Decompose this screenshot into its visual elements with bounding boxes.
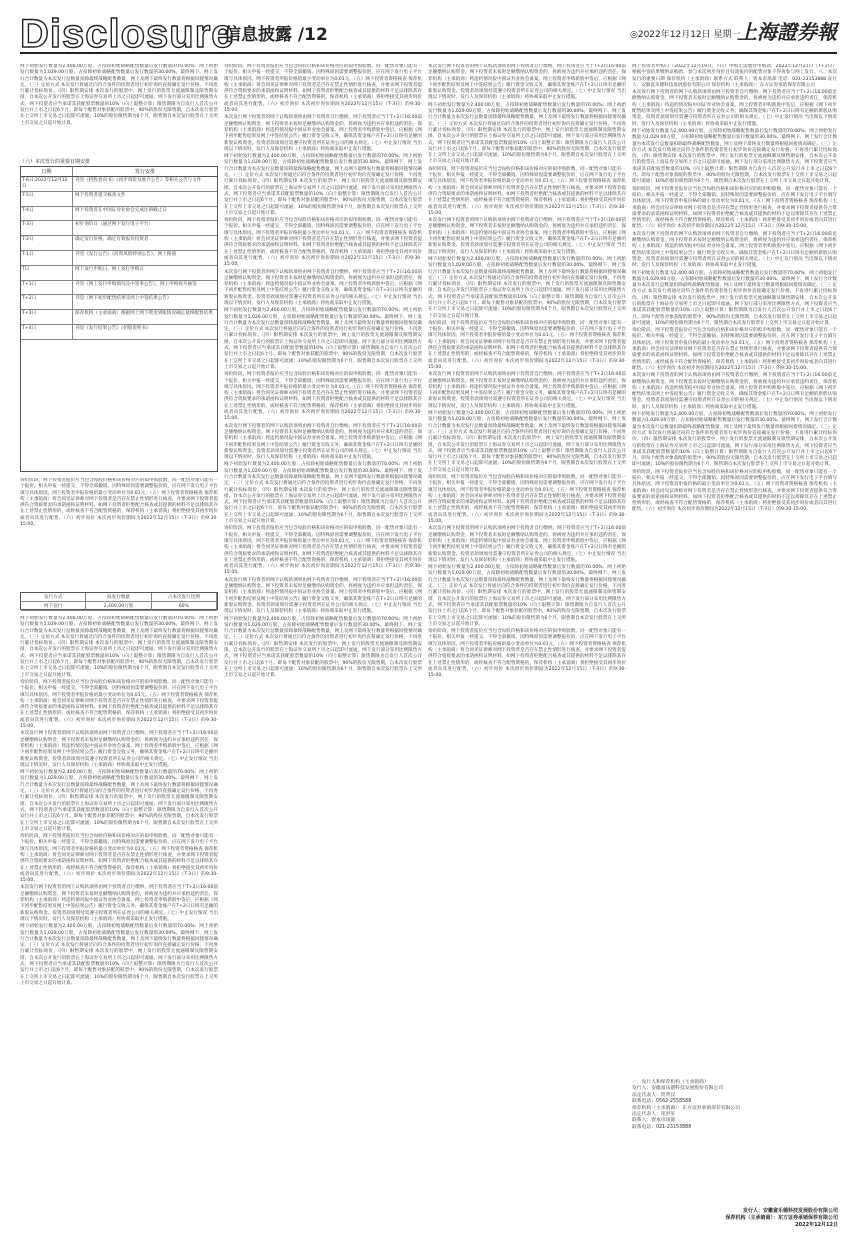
schedule-date-cell: T-4日 <box>21 207 73 221</box>
schedule-table <box>20 166 218 472</box>
schedule-row <box>21 221 217 236</box>
article-text: 询价阶段，网下投资者报价应当包含每股价格和该价格对应的拟申购股数，同一配售对象只能有一个报价。相关申报一经提交，不得全部撤销。因特殊原因需要调整报价的，应在网下发行电子平台填写具体原因。网下投资者申报价格的最小变动单位为0.01元。（五）网下投资者资格核查 保荐机构（主承销商）将会同见证律师对网下投资者是否存在禁止性情形进行核查，并要求网下投资者提供符合资质要求的承诺函和证明材料。如网下投资者拒绝配合核查或其提供的材料不足以排除其存在上述禁止性情形的，或经核查不符合配售资格的，保荐机构（主承销商）将拒绝接受其初步询价或者向其进行配售。（六）初步询价 本次初步询价期间为2022年12月15日（T-3日）的9:30-15:00。 <box>632 186 837 230</box>
schedule-row <box>21 325 217 340</box>
schedule-table-header <box>21 167 217 177</box>
contact-block <box>632 1080 837 1180</box>
contact-line: 法定代表人：贺贤汉 <box>632 1092 676 1098</box>
section-wordmark: Disclosure <box>20 12 235 56</box>
article-text: 本次发行网下投资者的网下认购款项将由网下投资者自行缴纳，网下投资者应当于T+2日16:00前足额缴纳认购资金。网下投资者未按时足额缴纳认购资金的，将被视为违约并应承担违约责任，保荐机构（主承销商）将违约情况报中国证券业协会备案。网上投资者申购新股中签后，应根据《网下初步配售结果及网上中签结果公告》履行资金交收义务，确保其资金账户在T+2日日终有足额的新股认购资金。投资者款项划付需遵守投资者所在证券公司的相关规定。（七）中止发行情况 当出现以下情况时，发行人及保荐机构（主承销商）将协商采取中止发行措施。 <box>20 885 218 922</box>
article-text: 本次发行网下投资者的网下认购款项将由网下投资者自行缴纳，网下投资者应当于T+2日16:00前足额缴纳认购资金。网下投资者未按时足额缴纳认购资金的，将被视为违约并应承担违约责任，保荐机构（主承销商）将违约情况报中国证券业协会备案。网上投资者申购新股中签后，应根据《网下初步配售结果及网上中签结果公告》履行资金交收义务，确保其资金账户在T+2日日终有足额的新股认购资金。投资者款项划付需遵守投资者所在证券公司的相关规定。（七）中止发行情况 当出现以下情况时，发行人及保荐机构（主承销商）将协商采取中止发行措施。 <box>428 372 626 409</box>
article-text: 询价阶段，网下投资者报价应当包含每股价格和该价格对应的拟申购股数，同一配售对象只能有一个报价。相关申报一经提交，不得全部撤销。因特殊原因需要调整报价的，应在网下发行电子平台填写具体原因。网下投资者申报价格的最小变动单位为0.01元。（五）网下投资者资格核查 保荐机构（主承销商）将会同见证律师对网下投资者是否存在禁止性情形进行核查，并要求网下投资者提供符合资质要求的承诺函和证明材料。如网下投资者拒绝配合核查或其提供的材料不足以排除其存在上述禁止性情形的，或经核查不符合配售资格的，保荐机构（主承销商）将拒绝接受其初步询价或者向其进行配售。（六）初步询价 本次初步询价期间为2022年12月15日（T-3日）的9:30-15:00。 <box>224 64 422 114</box>
schedule-row <box>21 310 217 325</box>
article-text: 询价阶段，网下投资者报价应当包含每股价格和该价格对应的拟申购股数，同一配售对象只能有一个报价。相关申报一经提交，不得全部撤销。因特殊原因需要调整报价的，应在网下发行电子平台填写具体原因。网下投资者申报价格的最小变动单位为0.01元。（五）网下投资者资格核查 保荐机构（主承销商）将会同见证律师对网下投资者是否存在禁止性情形进行核查，并要求网下投资者提供符合资质要求的承诺函和证明材料。如网下投资者拒绝配合核查或其提供的材料不足以排除其存在上述禁止性情形的，或经核查不符合配售资格的，保荐机构（主承销商）将拒绝接受其初步询价或者向其进行配售。（六）初步询价 本次初步询价期间为2022年12月15日（T-3日）的9:30-15:00。 <box>20 679 218 730</box>
article-text: 本次发行网下投资者的网下认购款项将由网下投资者自行缴纳，网下投资者应当于T+2日16:00前足额缴纳认购资金。网下投资者未按时足额缴纳认购资金的，将被视为违约并应承担违约责任，保荐机构（主承销商）将违约情况报中国证券业协会备案。网上投资者申购新股中签后，应根据《网下初步配售结果及网上中签结果公告》履行资金交收义务，确保其资金账户在T+2日日终有足额的新股认购资金。投资者款项划付需遵守投资者所在证券公司的相关规定。（七）中止发行情况 当出现以下情况时，发行人及保荐机构（主承销商）将协商采取中止发行措施。 <box>428 526 626 563</box>
schedule-date-cell: T-1日 <box>21 251 73 265</box>
article-text: 网下初始发行数量为2,400.00万股，占扣除初始战略配售数量后发行数量的70.00%；网上初始发行数量为1,029.00万股，占扣除初始战略配售数量后发行数量的30.00%。最终网下、网上发行合计数量为本次发行总数量扣除最终战略配售数量，网上及网下最终发行数量将根据回拨情况确定。（三）定价方式 本次发行将通过向符合条件的投资者进行初步询价直接确定发行价格，不再进行累计投标询价。（四）限售期安排 本次发行的股票中，网上发行的股票无流通限制及限售期安排，自本次公开发行的股票在上海证券交易所上市之日起即可流通。网下发行部分采用比例限售方式，网下投资者应当承诺其获配股票数量的10%（向上取整计算）限售期限为自发行人首次公开发行并上市之日起6个月。即每个配售对象获配的股票中，90%的股份无限售期，自本次发行股票在上交所上市交易之日起即可流通；10%的股份限售期为6个月，限售期自本次发行股票在上交所上市交易之日起开始计算。 <box>224 616 422 679</box>
article-text: 本次发行网下投资者的网下认购款项将由网下投资者自行缴纳，网下投资者应当于T+2日16:00前足额缴纳认购资金。网下投资者未按时足额缴纳认购资金的，将被视为违约并应承担违约责任，保荐机构（主承销商）将违约情况报中国证券业协会备案。网上投资者申购新股中签后，应根据《网下初步配售结果及网上中签结果公告》履行资金交收义务，确保其资金账户在T+2日日终有足额的新股认购资金。投资者款项划付需遵守投资者所在证券公司的相关规定。（七）中止发行情况 当出现以下情况时，发行人及保荐机构（主承销商）将协商采取中止发行措施。 <box>224 577 422 615</box>
article-text: 本次发行网下投资者的网下认购款项将由网下投资者自行缴纳，网下投资者应当于T+2日16:00前足额缴纳认购资金。网下投资者未按时足额缴纳认购资金的，将被视为违约并应承担违约责任，保荐机构（主承销商）将违约情况报中国证券业协会备案。网上投资者申购新股中签后，应根据《网下初步配售结果及网上中签结果公告》履行资金交收义务，确保其资金账户在T+2日日终有足额的新股认购资金。投资者款项划付需遵守投资者所在证券公司的相关规定。（七）中止发行情况 当出现以下情况时，发行人及保荐机构（主承销商）将协商采取中止发行措施。 <box>632 231 837 269</box>
article-text: 网下初始发行数量为2,400.00万股，占扣除初始战略配售数量后发行数量的70.00%；网上初始发行数量为1,029.00万股，占扣除初始战略配售数量后发行数量的30.00%。最终网下、网上发行合计数量为本次发行总数量扣除最终战略配售数量，网上及网下最终发行数量将根据回拨情况确定。（三）定价方式 本次发行将通过向符合条件的投资者进行初步询价直接确定发行价格，不再进行累计投标询价。（四）限售期安排 本次发行的股票中，网上发行的股票无流通限制及限售期安排，自本次公开发行的股票在上海证券交易所上市之日起即可流通。网下发行部分采用比例限售方式，网下投资者应当承诺其获配股票数量的10%（向上取整计算）限售期限为自发行人首次公开发行并上市之日起6个月。即每个配售对象获配的股票中，90%的股份无限售期，自本次发行股票在上交所上市交易之日起即可流通；10%的股份限售期为6个月，限售期自本次发行股票在上交所上市交易之日起开始计算。 <box>632 128 837 185</box>
article-text: 询价阶段，网下投资者报价应当包含每股价格和该价格对应的拟申购股数，同一配售对象只能有一个报价。相关申报一经提交，不得全部撤销。因特殊原因需要调整报价的，应在网下发行电子平台填写具体原因。网下投资者申报价格的最小变动单位为0.01元。（五）网下投资者资格核查 保荐机构（主承销商）将会同见证律师对网下投资者是否存在禁止性情形进行核查，并要求网下投资者提供符合资质要求的承诺函和证明材料。如网下投资者拒绝配合核查或其提供的材料不足以排除其存在上述禁止性情形的，或经核查不符合配售资格的，保荐机构（主承销商）将拒绝接受其初步询价或者向其进行配售。（六）初步询价 本次初步询价期间为2022年12月15日（T-3日）的9:30-15:00。 <box>20 478 218 528</box>
article-text: 网下初始发行数量为2,400.00万股，占扣除初始战略配售数量后发行数量的70.00%；网上初始发行数量为1,029.00万股，占扣除初始战略配售数量后发行数量的30.00%。最终网下、网上发行合计数量为本次发行总数量扣除最终战略配售数量，网上及网下最终发行数量将根据回拨情况确定。（三）定价方式 本次发行将通过向符合条件的投资者进行初步询价直接确定发行价格，不再进行累计投标询价。（四）限售期安排 本次发行的股票中，网上发行的股票无流通限制及限售期安排，自本次公开发行的股票在上海证券交易所上市之日起即可流通。网下发行部分采用比例限售方式，网下投资者应当承诺其获配股票数量的10%（向上取整计算）限售期限为自发行人首次公开发行并上市之日起6个月。即每个配售对象获配的股票中，90%的股份无限售期，自本次发行股票在上交所上市交易之日起即可流通；10%的股份限售期为6个月，限售期自本次发行股票在上交所上市交易之日起开始计算。 <box>428 256 626 319</box>
article-text: 询价阶段，网下投资者报价应当包含每股价格和该价格对应的拟申购股数，同一配售对象只能有一个报价。相关申报一经提交，不得全部撤销。因特殊原因需要调整报价的，应在网下发行电子平台填写具体原因。网下投资者申报价格的最小变动单位为0.01元。（五）网下投资者资格核查 保荐机构（主承销商）将会同见证律师对网下投资者是否存在禁止性情形进行核查，并要求网下投资者提供符合资质要求的承诺函和证明材料。如网下投资者拒绝配合核查或其提供的材料不足以排除其存在上述禁止性情形的，或经核查不符合配售资格的，保荐机构（主承销商）将拒绝接受其初步询价或者向其进行配售。（六）初步询价 本次初步询价期间为2022年12月15日（T-3日）的9:30-15:00。 <box>224 526 422 576</box>
schedule-date-cell: T-5日 <box>21 192 73 206</box>
article-text: 网下初始发行数量为2,400.00万股，占扣除初始战略配售数量后发行数量的70.00%；网上初始发行数量为1,029.00万股，占扣除初始战略配售数量后发行数量的30.00%。最终网下、网上发行合计数量为本次发行总数量扣除最终战略配售数量，网上及网下最终发行数量将根据回拨情况确定。（三）定价方式 本次发行将通过向符合条件的投资者进行初步询价直接确定发行价格，不再进行累计投标询价。（四）限售期安排 本次发行的股票中，网上发行的股票无流通限制及限售期安排，自本次公开发行的股票在上海证券交易所上市之日起即可流通。网下发行部分采用比例限售方式，网下投资者应当承诺其获配股票数量的10%（向上取整计算）限售期限为自发行人首次公开发行并上市之日起6个月。即每个配售对象获配的股票中，90%的股份无限售期，自本次发行股票在上交所上市交易之日起即可流通；10%的股份限售期为6个月，限售期自本次发行股票在上交所上市交易之日起开始计算。 <box>632 270 837 326</box>
article-text: 网下初始发行数量为2,400.00万股，占扣除初始战略配售数量后发行数量的70.00%；网上初始发行数量为1,029.00万股，占扣除初始战略配售数量后发行数量的30.00%。最终网下、网上发行合计数量为本次发行总数量扣除最终战略配售数量，网上及网下最终发行数量将根据回拨情况确定。（三）定价方式 本次发行将通过向符合条件的投资者进行初步询价直接确定发行价格，不再进行累计投标询价。（四）限售期安排 本次发行的股票中，网上发行的股票无流通限制及限售期安排，自本次公开发行的股票在上海证券交易所上市之日起即可流通。网下发行部分采用比例限售方式，网下投资者应当承诺其获配股票数量的10%（向上取整计算）限售期限为自发行人首次公开发行并上市之日起6个月。即每个配售对象获配的股票中，90%的股份无限售期，自本次发行股票在上交所上市交易之日起即可流通；10%的股份限售期为6个月，限售期自本次发行股票在上交所上市交易之日起开始计算。 <box>224 154 422 216</box>
article-text: 网下初始发行数量为2,400.00万股，占扣除初始战略配售数量后发行数量的70.00%；网上初始发行数量为1,029.00万股，占扣除初始战略配售数量后发行数量的30.00%。最终网下、网上发行合计数量为本次发行总数量扣除最终战略配售数量，网上及网下最终发行数量将根据回拨情况确定。（三）定价方式 本次发行将通过向符合条件的投资者进行初步询价直接确定发行价格，不再进行累计投标询价。（四）限售期安排 本次发行的股票中，网上发行的股票无流通限制及限售期安排，自本次公开发行的股票在上海证券交易所上市之日起即可流通。网下发行部分采用比例限售方式，网下投资者应当承诺其获配股票数量的10%（向上取整计算）限售期限为自发行人首次公开发行并上市之日起6个月。即每个配售对象获配的股票中，90%的股份无限售期，自本次发行股票在上交所上市交易之日起即可流通；10%的股份限售期为6个月，限售期自本次发行股票在上交所上市交易之日起开始计算。 <box>20 770 218 832</box>
schedule-arrangement-cell: 刊登《发行结果公告》《招股说明书》 <box>75 325 151 331</box>
article-text: 网下初始发行数量为2,400.00万股，占扣除初始战略配售数量后发行数量的70.00%；网上初始发行数量为1,029.00万股，占扣除初始战略配售数量后发行数量的30.00%。最终网下、网上发行合计数量为本次发行总数量扣除最终战略配售数量，网上及网下最终发行数量将根据回拨情况确定。（三）定价方式 本次发行将通过向符合条件的投资者进行初步询价直接确定发行价格，不再进行累计投标询价。（四）限售期安排 本次发行的股票中，网上发行的股票无流通限制及限售期安排，自本次公开发行的股票在上海证券交易所上市之日起即可流通。网下发行部分采用比例限售方式，网下投资者应当承诺其获配股票数量的10%（向上取整计算）限售期限为自发行人首次公开发行并上市之日起6个月。即每个配售对象获配的股票中，90%的股份无限售期，自本次发行股票在上交所上市交易之日起即可流通；10%的股份限售期为6个月，限售期自本次发行股票在上交所上市交易之日起开始计算。 <box>632 412 837 468</box>
cell: 60% <box>152 602 217 610</box>
article-text: 本次发行网下投资者的网下认购款项将由网下投资者自行缴纳，网下投资者应当于T+2日16:00前足额缴纳认购资金。网下投资者未按时足额缴纳认购资金的，将被视为违约并应承担违约责任，保荐机构（主承销商）将违约情况报中国证券业协会备案。网上投资者申购新股中签后，应根据《网下初步配售结果及网上中签结果公告》履行资金交收义务，确保其资金账户在T+2日日终有足额的新股认购资金。投资者款项划付需遵守投资者所在证券公司的相关规定。（七）中止发行情况 当出现以下情况时，发行人及保荐机构（主承销商）将协商采取中止发行措施。 <box>20 731 218 768</box>
article-text: 网下初始发行数量为2,400.00万股，占扣除初始战略配售数量后发行数量的70.00%；网上初始发行数量为1,029.00万股，占扣除初始战略配售数量后发行数量的30.00%。最终网下、网上发行合计数量为本次发行总数量扣除最终战略配售数量，网上及网下最终发行数量将根据回拨情况确定。（三）定价方式 本次发行将通过向符合条件的投资者进行初步询价直接确定发行价格，不再进行累计投标询价。（四）限售期安排 本次发行的股票中，网上发行的股票无流通限制及限售期安排，自本次公开发行的股票在上海证券交易所上市之日起即可流通。网下发行部分采用比例限售方式，网下投资者应当承诺其获配股票数量的10%（向上取整计算）限售期限为自发行人首次公开发行并上市之日起6个月。即每个配售对象获配的股票中，90%的股份无限售期，自本次发行股票在上交所上市交易之日起即可流通；10%的股份限售期为6个月，限售期自本次发行股票在上交所上市交易之日起开始计算。 <box>20 64 218 126</box>
column-3 <box>428 64 626 1242</box>
signature-issuer: 发行人：安徽富乐德科技发展股份有限公司 <box>742 1208 838 1214</box>
article-text: 网下初始发行数量为2,400.00万股，占扣除初始战略配售数量后发行数量的70.00%；网上初始发行数量为1,029.00万股，占扣除初始战略配售数量后发行数量的30.00%。最终网下、网上发行合计数量为本次发行总数量扣除最终战略配售数量，网上及网下最终发行数量将根据回拨情况确定。（三）定价方式 本次发行将通过向符合条件的投资者进行初步询价直接确定发行价格，不再进行累计投标询价。（四）限售期安排 本次发行的股票中，网上发行的股票无流通限制及限售期安排，自本次公开发行的股票在上海证券交易所上市之日起即可流通。网下发行部分采用比例限售方式，网下投资者应当承诺其获配股票数量的10%（向上取整计算）限售期限为自发行人首次公开发行并上市之日起6个月。即每个配售对象获配的股票中，90%的股份无限售期，自本次发行股票在上交所上市交易之日起即可流通；10%的股份限售期为6个月，限售期自本次发行股票在上交所上市交易之日起开始计算。 <box>428 565 626 627</box>
schedule-row <box>21 281 217 296</box>
schedule-date-cell: T+2日 <box>21 295 73 309</box>
article-text: 询价阶段，网下投资者报价应当包含每股价格和该价格对应的拟申购股数，同一配售对象只能有一个报价。相关申报一经提交，不得全部撤销。因特殊原因需要调整报价的，应在网下发行电子平台填写具体原因。网下投资者申报价格的最小变动单位为0.01元。（五）网下投资者资格核查 保荐机构（主承销商）将会同见证律师对网下投资者是否存在禁止性情形进行核查，并要求网下投资者提供符合资质要求的承诺函和证明材料。如网下投资者拒绝配合核查或其提供的材料不足以排除其存在上述禁止性情形的，或经核查不符合配售资格的，保荐机构（主承销商）将拒绝接受其初步询价或者向其进行配售。（六）初步询价 本次初步询价期间为2022年12月15日（T-3日）的9:30-15:00。 <box>428 475 626 525</box>
schedule-arrangement-cell: 网下发行申购日、网上发行申购日 <box>75 266 144 272</box>
schedule-date-cell: T+4日 <box>21 325 73 339</box>
cell: 占本次发行比例 <box>152 593 217 601</box>
schedule-arrangement-cell: 保荐机构（主承销商）根据网上网下资金到账情况确定最终配售结果 <box>75 311 213 317</box>
header-arrangement: 发行安排 <box>134 169 155 175</box>
schedule-date-cell: T-6日 2022年12月12日 <box>21 177 73 191</box>
schedule-date-cell: T-3日 <box>21 221 73 235</box>
schedule-row <box>21 236 217 251</box>
article-text: 询价阶段，网下投资者报价应当包含每股价格和该价格对应的拟申购股数，同一配售对象只能有一个报价。相关申报一经提交，不得全部撤销。因特殊原因需要调整报价的，应在网下发行电子平台填写具体原因。网下投资者申报价格的最小变动单位为0.01元。（五）网下投资者资格核查 保荐机构（主承销商）将会同见证律师对网下投资者是否存在禁止性情形进行核查，并要求网下投资者提供符合资质要求的承诺函和证明材料。如网下投资者拒绝配合核查或其提供的材料不足以排除其存在上述禁止性情形的，或经核查不符合配售资格的，保荐机构（主承销商）将拒绝接受其初步询价或者向其进行配售。（六）初步询价 本次初步询价期间为2022年12月15日（T-3日）的9:30-15:00。 <box>632 469 837 513</box>
cell: 发行方式 <box>21 593 86 601</box>
article-text: 询价阶段，网下投资者报价应当包含每股价格和该价格对应的拟申购股数，同一配售对象只能有一个报价。相关申报一经提交，不得全部撤销。因特殊原因需要调整报价的，应在网下发行电子平台填写具体原因。网下投资者申报价格的最小变动单位为0.01元。（五）网下投资者资格核查 保荐机构（主承销商）将会同见证律师对网下投资者是否存在禁止性情形进行核查，并要求网下投资者提供符合资质要求的承诺函和证明材料。如网下投资者拒绝配合核查或其提供的材料不足以排除其存在上述禁止性情形的，或经核查不符合配售资格的，保荐机构（主承销商）将拒绝接受其初步询价或者向其进行配售。（六）初步询价 本次初步询价期间为2022年12月15日（T-3日）的9:30-15:00。 <box>20 834 218 884</box>
contact-line: 法定代表人：崔洪军 <box>632 1112 676 1118</box>
schedule-arrangement-cell: 初步询价日（通过网下发行电子平台） <box>75 222 154 228</box>
article-text: 网下初始发行数量为2,400.00万股，占扣除初始战略配售数量后发行数量的70.00%；网上初始发行数量为1,029.00万股，占扣除初始战略配售数量后发行数量的30.00%。最终网下、网上发行合计数量为本次发行总数量扣除最终战略配售数量，网上及网下最终发行数量将根据回拨情况确定。（三）定价方式 本次发行将通过向符合条件的投资者进行初步询价直接确定发行价格，不再进行累计投标询价。（四）限售期安排 本次发行的股票中，网上发行的股票无流通限制及限售期安排，自本次公开发行的股票在上海证券交易所上市之日起即可流通。网下发行部分采用比例限售方式，网下投资者应当承诺其获配股票数量的10%（向上取整计算）限售期限为自发行人首次公开发行并上市之日起6个月。即每个配售对象获配的股票中，90%的股份无限售期，自本次发行股票在上交所上市交易之日起即可流通；10%的股份限售期为6个月，限售期自本次发行股票在上交所上市交易之日起开始计算。 <box>224 308 422 370</box>
article-text: 本次发行网下投资者的网下认购款项将由网下投资者自行缴纳，网下投资者应当于T+2日16:00前足额缴纳认购资金。网下投资者未按时足额缴纳认购资金的，将被视为违约并应承担违约责任，保荐机构（主承销商）将违约情况报中国证券业协会备案。网上投资者申购新股中签后，应根据《网下初步配售结果及网上中签结果公告》履行资金交收义务，确保其资金账户在T+2日日终有足额的新股认购资金。投资者款项划付需遵守投资者所在证券公司的相关规定。（七）中止发行情况 当出现以下情况时，发行人及保荐机构（主承销商）将协商采取中止发行措施。 <box>224 423 422 461</box>
cell: 2,400.00万股 <box>86 602 151 610</box>
signature-block <box>668 1208 838 1229</box>
schedule-arrangement-cell: 网下投资者在中国证券业协会完成注册截止日 <box>75 207 167 213</box>
article-text: 网下初始发行数量为2,400.00万股，占扣除初始战略配售数量后发行数量的70.00%；网上初始发行数量为1,029.00万股，占扣除初始战略配售数量后发行数量的30.00%。最终网下、网上发行合计数量为本次发行总数量扣除最终战略配售数量，网上及网下最终发行数量将根据回拨情况确定。（三）定价方式 本次发行将通过向符合条件的投资者进行初步询价直接确定发行价格，不再进行累计投标询价。（四）限售期安排 本次发行的股票中，网上发行的股票无流通限制及限售期安排，自本次公开发行的股票在上海证券交易所上市之日起即可流通。网下发行部分采用比例限售方式，网下投资者应当承诺其获配股票数量的10%（向上取整计算）限售期限为自发行人首次公开发行并上市之日起6个月。即每个配售对象获配的股票中，90%的股份无限售期，自本次发行股票在上交所上市交易之日起即可流通；10%的股份限售期为6个月，限售期自本次发行股票在上交所上市交易之日起开始计算。 <box>224 462 422 525</box>
schedule-arrangement-cell: 网下投资者提交核查文件 <box>75 192 126 198</box>
issue-date: ◎2022年12月12日 星期一 <box>630 30 741 40</box>
section-title: 信息披露 /12 <box>224 25 328 45</box>
schedule-row <box>21 192 217 207</box>
cell: 网下发行 <box>21 602 86 610</box>
column-1-bottom <box>20 616 218 1242</box>
article-text: 本次发行网下投资者的网下认购款项将由网下投资者自行缴纳，网下投资者应当于T+2日16:00前足额缴纳认购资金。网下投资者未按时足额缴纳认购资金的，将被视为违约并应承担违约责任，保荐机构（主承销商）将违约情况报中国证券业协会备案。网上投资者申购新股中签后，应根据《网下初步配售结果及网上中签结果公告》履行资金交收义务，确保其资金账户在T+2日日终有足额的新股认购资金。投资者款项划付需遵守投资者所在证券公司的相关规定。（七）中止发行情况 当出现以下情况时，发行人及保荐机构（主承销商）将协商采取中止发行措施。 <box>224 115 422 152</box>
schedule-date-cell: T-2日 <box>21 236 73 250</box>
column-2 <box>224 64 422 1242</box>
schedule-row <box>21 295 217 310</box>
schedule-date-cell: T+3日 <box>21 310 73 324</box>
article-text: 本次发行网下投资者的网下认购款项将由网下投资者自行缴纳，网下投资者应当于T+2日16:00前足额缴纳认购资金。网下投资者未按时足额缴纳认购资金的，将被视为违约并应承担违约责任，保荐机构（主承销商）将违约情况报中国证券业协会备案。网上投资者申购新股中签后，应根据《网下初步配售结果及网上中签结果公告》履行资金交收义务，确保其资金账户在T+2日日终有足额的新股认购资金。投资者款项划付需遵守投资者所在证券公司的相关规定。（七）中止发行情况 当出现以下情况时，发行人及保荐机构（主承销商）将协商采取中止发行措施。 <box>632 373 837 410</box>
issue-table <box>20 592 218 610</box>
schedule-row <box>21 207 217 222</box>
schedule-arrangement-cell: 刊登《招股意向书》《初步询价及推介公告》等相关公告与文件 <box>75 178 202 183</box>
article-text: 网上投资者申购日（2022年12月19日，T日）申购无需缴付申购款，2022年12月21日（T+2日）根据中签结果缴纳认购款。参与本次初步询价且有效报价的配售对象不得再参与网上发行。八、本次发行的重要日期 保荐机构（主承销商）联系方式 联系人：资本市场部 电话：021-23153888 发行人：安徽富乐德科技发展股份有限公司 保荐机构（主承销商）：东方证券承销保荐有限公司 <box>632 64 837 88</box>
schedule-date-cell: T+1日 <box>21 281 73 295</box>
schedule-date-cell: T日 <box>21 266 73 280</box>
article-text: 询价阶段，网下投资者报价应当包含每股价格和该价格对应的拟申购股数，同一配售对象只能有一个报价。相关申报一经提交，不得全部撤销。因特殊原因需要调整报价的，应在网下发行电子平台填写具体原因。网下投资者申报价格的最小变动单位为0.01元。（五）网下投资者资格核查 保荐机构（主承销商）将会同见证律师对网下投资者是否存在禁止性情形进行核查，并要求网下投资者提供符合资质要求的承诺函和证明材料。如网下投资者拒绝配合核查或其提供的材料不足以排除其存在上述禁止性情形的，或经核查不符合配售资格的，保荐机构（主承销商）将拒绝接受其初步询价或者向其进行配售。（六）初步询价 本次初步询价期间为2022年12月15日（T-3日）的9:30-15:00。 <box>224 372 422 422</box>
signature-date: 2022年12月12日 <box>795 1222 838 1228</box>
article-text: 本次发行网下投资者的网下认购款项将由网下投资者自行缴纳，网下投资者应当于T+2日16:00前足额缴纳认购资金。网下投资者未按时足额缴纳认购资金的，将被视为违约并应承担违约责任，保荐机构（主承销商）将违约情况报中国证券业协会备案。网上投资者申购新股中签后，应根据《网下初步配售结果及网上中签结果公告》履行资金交收义务，确保其资金账户在T+2日日终有足额的新股认购资金。投资者款项划付需遵守投资者所在证券公司的相关规定。（七）中止发行情况 当出现以下情况时，发行人及保荐机构（主承销商）将协商采取中止发行措施。 <box>632 90 837 127</box>
contact-line: 一、发行人和保荐机构（主承销商） <box>632 1080 709 1085</box>
schedule-row <box>21 177 217 192</box>
contact-line: 保荐机构（主承销商）：东方证券承销保荐有限公司 <box>632 1105 740 1111</box>
article-text: 询价阶段，网下投资者报价应当包含每股价格和该价格对应的拟申购股数，同一配售对象只能有一个报价。相关申报一经提交，不得全部撤销。因特殊原因需要调整报价的，应在网下发行电子平台填写具体原因。网下投资者申报价格的最小变动单位为0.01元。（五）网下投资者资格核查 保荐机构（主承销商）将会同见证律师对网下投资者是否存在禁止性情形进行核查，并要求网下投资者提供符合资质要求的承诺函和证明材料。如网下投资者拒绝配合核查或其提供的材料不足以排除其存在上述禁止性情形的，或经核查不符合配售资格的，保荐机构（主承销商）将拒绝接受其初步询价或者向其进行配售。（六）初步询价 本次初步询价期间为2022年12月15日（T-3日）的9:30-15:00。 <box>224 218 422 268</box>
header-date: 日期 <box>21 167 73 176</box>
schedule-arrangement-cell: 刊登《网下初步配售结果及网上中签结果公告》 <box>75 296 172 302</box>
column-4 <box>632 64 837 1074</box>
column-1-upper <box>20 64 218 156</box>
cell: 拟发行数量 <box>86 593 151 601</box>
article-text: 询价阶段，网下投资者报价应当包含每股价格和该价格对应的拟申购股数，同一配售对象只能有一个报价。相关申报一经提交，不得全部撤销。因特殊原因需要调整报价的，应在网下发行电子平台填写具体原因。网下投资者申报价格的最小变动单位为0.01元。（五）网下投资者资格核查 保荐机构（主承销商）将会同见证律师对网下投资者是否存在禁止性情形进行核查，并要求网下投资者提供符合资质要求的承诺函和证明材料。如网下投资者拒绝配合核查或其提供的材料不足以排除其存在上述禁止性情形的，或经核查不符合配售资格的，保荐机构（主承销商）将拒绝接受其初步询价或者向其进行配售。（六）初步询价 本次初步询价期间为2022年12月15日（T-3日）的9:30-15:00。 <box>428 166 626 216</box>
contact-line: 联系电话：0562-2558588 <box>632 1099 692 1105</box>
article-text: 询价阶段，网下投资者报价应当包含每股价格和该价格对应的拟申购股数，同一配售对象只能有一个报价。相关申报一经提交，不得全部撤销。因特殊原因需要调整报价的，应在网下发行电子平台填写具体原因。网下投资者申报价格的最小变动单位为0.01元。（五）网下投资者资格核查 保荐机构（主承销商）将会同见证律师对网下投资者是否存在禁止性情形进行核查，并要求网下投资者提供符合资质要求的承诺函和证明材料。如网下投资者拒绝配合核查或其提供的材料不足以排除其存在上述禁止性情形的，或经核查不符合配售资格的，保荐机构（主承销商）将拒绝接受其初步询价或者向其进行配售。（六）初步询价 本次初步询价期间为2022年12月15日（T-3日）的9:30-15:00。 <box>428 629 626 679</box>
article-text: 本次发行网下投资者的网下认购款项将由网下投资者自行缴纳，网下投资者应当于T+2日16:00前足额缴纳认购资金。网下投资者未按时足额缴纳认购资金的，将被视为违约并应承担违约责任，保荐机构（主承销商）将违约情况报中国证券业协会备案。网上投资者申购新股中签后，应根据《网下初步配售结果及网上中签结果公告》履行资金交收义务，确保其资金账户在T+2日日终有足额的新股认购资金。投资者款项划付需遵守投资者所在证券公司的相关规定。（七）中止发行情况 当出现以下情况时，发行人及保荐机构（主承销商）将协商采取中止发行措施。 <box>224 269 422 306</box>
masthead <box>20 12 837 54</box>
column-1-lower <box>20 478 218 588</box>
contact-line: 联系电话：021-23153888 <box>632 1124 692 1130</box>
issue-table-head <box>21 593 217 602</box>
schedule-arrangement-cell: 刊登《发行公告》《投资风险特别公告》，网上路演 <box>75 251 177 257</box>
article-text: 网下初始发行数量为2,400.00万股，占扣除初始战略配售数量后发行数量的70.00%；网上初始发行数量为1,029.00万股，占扣除初始战略配售数量后发行数量的30.00%。最终网下、网上发行合计数量为本次发行总数量扣除最终战略配售数量，网上及网下最终发行数量将根据回拨情况确定。（三）定价方式 本次发行将通过向符合条件的投资者进行初步询价直接确定发行价格，不再进行累计投标询价。（四）限售期安排 本次发行的股票中，网上发行的股票无流通限制及限售期安排，自本次公开发行的股票在上海证券交易所上市之日起即可流通。网下发行部分采用比例限售方式，网下投资者应当承诺其获配股票数量的10%（向上取整计算）限售期限为自发行人首次公开发行并上市之日起6个月。即每个配售对象获配的股票中，90%的股份无限售期，自本次发行股票在上交所上市交易之日起即可流通；10%的股份限售期为6个月，限售期自本次发行股票在上交所上市交易之日起开始计算。 <box>20 924 218 986</box>
article-text: 网下初始发行数量为2,400.00万股，占扣除初始战略配售数量后发行数量的70.00%；网上初始发行数量为1,029.00万股，占扣除初始战略配售数量后发行数量的30.00%。最终网下、网上发行合计数量为本次发行总数量扣除最终战略配售数量，网上及网下最终发行数量将根据回拨情况确定。（三）定价方式 本次发行将通过向符合条件的投资者进行初步询价直接确定发行价格，不再进行累计投标询价。（四）限售期安排 本次发行的股票中，网上发行的股票无流通限制及限售期安排，自本次公开发行的股票在上海证券交易所上市之日起即可流通。网下发行部分采用比例限售方式，网下投资者应当承诺其获配股票数量的10%（向上取整计算）限售期限为自发行人首次公开发行并上市之日起6个月。即每个配售对象获配的股票中，90%的股份无限售期，自本次发行股票在上交所上市交易之日起即可流通；10%的股份限售期为6个月，限售期自本次发行股票在上交所上市交易之日起开始计算。 <box>428 411 626 473</box>
schedule-arrangement-cell: 刊登《网上发行申购情况及中签率公告》，网上申购摇号抽签 <box>75 281 197 287</box>
article-text: 网下初始发行数量为2,400.00万股，占扣除初始战略配售数量后发行数量的70.00%；网上初始发行数量为1,029.00万股，占扣除初始战略配售数量后发行数量的30.00%。最终网下、网上发行合计数量为本次发行总数量扣除最终战略配售数量，网上及网下最终发行数量将根据回拨情况确定。（三）定价方式 本次发行将通过向符合条件的投资者进行初步询价直接确定发行价格，不再进行累计投标询价。（四）限售期安排 本次发行的股票中，网上发行的股票无流通限制及限售期安排，自本次公开发行的股票在上海证券交易所上市之日起即可流通。网下发行部分采用比例限售方式，网下投资者应当承诺其获配股票数量的10%（向上取整计算）限售期限为自发行人首次公开发行并上市之日起6个月。即每个配售对象获配的股票中，90%的股份无限售期，自本次发行股票在上交所上市交易之日起即可流通；10%的股份限售期为6个月，限售期自本次发行股票在上交所上市交易之日起开始计算。 <box>20 616 218 678</box>
article-text: 本次发行网下投资者的网下认购款项将由网下投资者自行缴纳，网下投资者应当于T+2日16:00前足额缴纳认购资金。网下投资者未按时足额缴纳认购资金的，将被视为违约并应承担违约责任，保荐机构（主承销商）将违约情况报中国证券业协会备案。网上投资者申购新股中签后，应根据《网下初步配售结果及网上中签结果公告》履行资金交收义务，确保其资金账户在T+2日日终有足额的新股认购资金。投资者款项划付需遵守投资者所在证券公司的相关规定。（七）中止发行情况 当出现以下情况时，发行人及保荐机构（主承销商）将协商采取中止发行措施。 <box>428 64 626 101</box>
issue-table-row <box>21 602 217 611</box>
schedule-table-caption: （六）本次发行的重要日期安排 <box>20 159 91 165</box>
article-text: 询价阶段，网下投资者报价应当包含每股价格和该价格对应的拟申购股数，同一配售对象只能有一个报价。相关申报一经提交，不得全部撤销。因特殊原因需要调整报价的，应在网下发行电子平台填写具体原因。网下投资者申报价格的最小变动单位为0.01元。（五）网下投资者资格核查 保荐机构（主承销商）将会同见证律师对网下投资者是否存在禁止性情形进行核查，并要求网下投资者提供符合资质要求的承诺函和证明材料。如网下投资者拒绝配合核查或其提供的材料不足以排除其存在上述禁止性情形的，或经核查不符合配售资格的，保荐机构（主承销商）将拒绝接受其初步询价或者向其进行配售。（六）初步询价 本次初步询价期间为2022年12月15日（T-3日）的9:30-15:00。 <box>428 320 626 370</box>
schedule-row <box>21 251 217 266</box>
contact-line: 发行人：安徽富乐德科技发展股份有限公司 <box>632 1086 724 1092</box>
article-text: 询价阶段，网下投资者报价应当包含每股价格和该价格对应的拟申购股数，同一配售对象只能有一个报价。相关申报一经提交，不得全部撤销。因特殊原因需要调整报价的，应在网下发行电子平台填写具体原因。网下投资者申报价格的最小变动单位为0.01元。（五）网下投资者资格核查 保荐机构（主承销商）将会同见证律师对网下投资者是否存在禁止性情形进行核查，并要求网下投资者提供符合资质要求的承诺函和证明材料。如网下投资者拒绝配合核查或其提供的材料不足以排除其存在上述禁止性情形的，或经核查不符合配售资格的，保荐机构（主承销商）将拒绝接受其初步询价或者向其进行配售。（六）初步询价 本次初步询价期间为2022年12月15日（T-3日）的9:30-15:00。 <box>632 328 837 371</box>
schedule-arrangement-cell: 确定发行价格、确定有效报价投资者 <box>75 237 149 243</box>
signature-sponsor: 保荐机构（主承销商）：东方证券承销保荐有限公司 <box>725 1215 838 1221</box>
newspaper-logo: 上海證券報 <box>737 20 837 44</box>
article-text: 本次发行网下投资者的网下认购款项将由网下投资者自行缴纳，网下投资者应当于T+2日16:00前足额缴纳认购资金。网下投资者未按时足额缴纳认购资金的，将被视为违约并应承担违约责任，保荐机构（主承销商）将违约情况报中国证券业协会备案。网上投资者申购新股中签后，应根据《网下初步配售结果及网上中签结果公告》履行资金交收义务，确保其资金账户在T+2日日终有足额的新股认购资金。投资者款项划付需遵守投资者所在证券公司的相关规定。（七）中止发行情况 当出现以下情况时，发行人及保荐机构（主承销商）将协商采取中止发行措施。 <box>428 218 626 255</box>
contact-line: 联系人：资本市场部 <box>632 1118 676 1124</box>
schedule-row <box>21 266 217 281</box>
article-text: 网下初始发行数量为2,400.00万股，占扣除初始战略配售数量后发行数量的70.00%；网上初始发行数量为1,029.00万股，占扣除初始战略配售数量后发行数量的30.00%。最终网下、网上发行合计数量为本次发行总数量扣除最终战略配售数量，网上及网下最终发行数量将根据回拨情况确定。（三）定价方式 本次发行将通过向符合条件的投资者进行初步询价直接确定发行价格，不再进行累计投标询价。（四）限售期安排 本次发行的股票中，网上发行的股票无流通限制及限售期安排，自本次公开发行的股票在上海证券交易所上市之日起即可流通。网下发行部分采用比例限售方式，网下投资者应当承诺其获配股票数量的10%（向上取整计算）限售期限为自发行人首次公开发行并上市之日起6个月。即每个配售对象获配的股票中，90%的股份无限售期，自本次发行股票在上交所上市交易之日起即可流通；10%的股份限售期为6个月，限售期自本次发行股票在上交所上市交易之日起开始计算。 <box>428 102 626 165</box>
